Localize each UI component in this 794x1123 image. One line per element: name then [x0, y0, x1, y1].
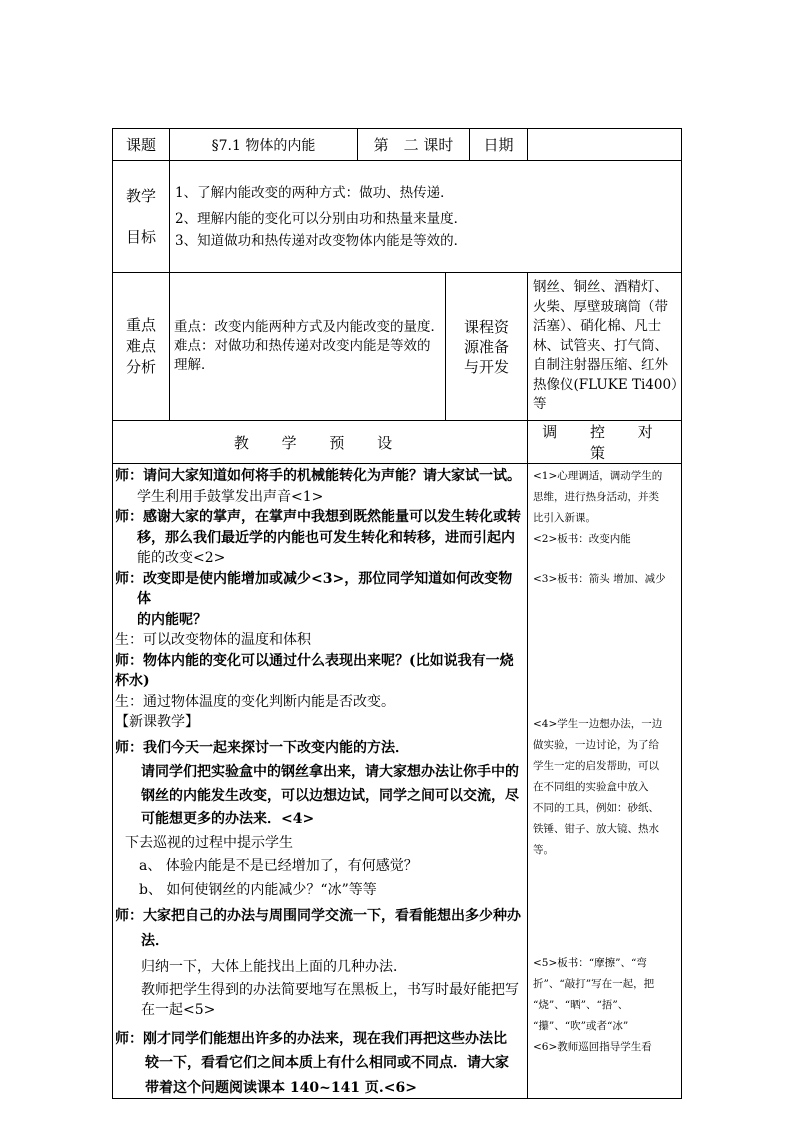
focus-label-line: 难点 — [125, 337, 156, 355]
plan-line: 师：我们今天一起来探讨一下改变内能的方法． — [115, 739, 409, 756]
plan-line: 师：刚才同学们能想出许多的办法来，现在我们再把这些办法比 — [115, 1030, 507, 1047]
main-section-header: 教 学 预 设 — [113, 421, 528, 464]
note-line: 不同的工具，例如：砂纸、 — [533, 802, 659, 814]
focus-row — [113, 273, 682, 421]
plan-line: 学生利用手鼓掌发出声音<1> — [137, 488, 324, 505]
note-line: 在不同组的实验盒中放入 — [533, 781, 649, 793]
plan-line: 带着这个问题阅读课本 140~141 页.<6> — [145, 1079, 418, 1096]
material-line: 自制注射器压缩、红外 — [533, 357, 668, 374]
focus-content — [170, 273, 446, 421]
plan-line: 师：大家把自己的办法与周围同学交流一下，看看能想出多少种办 — [115, 908, 521, 924]
plan-line: 能的改变<2> — [137, 550, 226, 566]
plan-line: 请同学们把实验盒中的钢丝拿出来，请大家想办法让你手中的 — [141, 764, 519, 780]
resource-label — [446, 273, 528, 421]
plan-line: 教师把学生得到的办法简要地写在黑板上，书写时最好能把写 — [141, 981, 519, 998]
plan-line: 较一下，看看它们之间本质上有什么相同或不同点．请大家 — [145, 1055, 509, 1071]
lesson-number: 第 二 课时 — [358, 129, 470, 161]
note-line: 做实验，一边讨论，为了给 — [533, 739, 659, 751]
plan-line: b、 如何使钢丝的内能减少？“冰”等等 — [139, 881, 377, 898]
plan-line: 法． — [141, 932, 169, 949]
focus-line: 重点：改变内能两种方式及内能改变的量度． — [174, 319, 444, 335]
plan-line: 生：通过物体温度的变化判断内能是否改变。 — [115, 693, 395, 710]
focus-label-line: 分析 — [125, 358, 156, 376]
focus-label — [113, 273, 170, 421]
note-line: <2>板书：改变内能 — [533, 533, 631, 545]
topic-value: §7.1 物体的内能 — [170, 129, 358, 161]
goal-item: 2、理解内能的变化可以分别由功和热量来量度． — [175, 210, 468, 227]
material-line: 活塞）、硝化棉、凡士 — [533, 318, 662, 335]
goals-label-line-1: 教学 — [125, 186, 156, 205]
note-line: <5>板书：“摩擦”、“弯 — [533, 957, 647, 969]
materials-list — [528, 273, 685, 421]
lesson-plan-table — [112, 128, 685, 1099]
teaching-plan-content — [113, 464, 528, 1099]
plan-line: 杯水) — [115, 673, 150, 689]
note-line: <4>学生一边想办法，一边 — [533, 718, 663, 730]
goal-item: 1、了解内能改变的两种方式：做功、热传递． — [175, 184, 454, 201]
plan-line: 归纳一下，大体上能找出上面的几种办法． — [141, 959, 407, 975]
material-line: 热像仪(FLUKE Ti400） — [533, 376, 685, 393]
note-line: “攥”、“吹”或者“冰” — [533, 1020, 629, 1032]
focus-label-line: 重点 — [125, 316, 156, 334]
goals-label-line-2: 目标 — [125, 227, 156, 246]
plan-line: 钢丝的内能发生改变，可以边想边试，同学之间可以交流，尽 — [141, 787, 519, 804]
note-line: <6>教师巡回指导学生看 — [533, 1041, 652, 1053]
material-line: 等 — [533, 396, 547, 413]
date-value — [528, 129, 682, 161]
note-line: 思维，进行热身活动，并类 — [533, 491, 659, 503]
plan-line: 师：请问大家知道如何将手的机械能转化为声能？请大家试一试。 — [115, 468, 521, 484]
plan-line: a、 体验内能是不是已经增加了，有何感觉？ — [139, 858, 418, 874]
side-section-header: 调 控 对 策 — [528, 421, 682, 464]
note-line: 折”、“敲打”写在一起，把 — [533, 978, 655, 990]
resource-label-line: 源准备 — [463, 337, 509, 356]
material-line: 林、试管夹、打气筒、 — [533, 337, 668, 354]
material-line: 火柴、厚壁玻璃筒（带 — [533, 298, 668, 315]
note-line: “烧”、“晒”、“捂”、 — [533, 999, 629, 1011]
note-line: 等。 — [533, 844, 554, 856]
note-line: 比引入新课。 — [533, 512, 596, 524]
note-line: 学生一定的启发帮助，可以 — [533, 760, 659, 772]
plan-line: 下去巡视的过程中提示学生 — [125, 834, 293, 851]
plan-line: 生：可以改变物体的温度和体积 — [115, 632, 311, 648]
goals-content — [170, 161, 682, 273]
topic-label: 课题 — [113, 129, 170, 161]
plan-line: 可能想更多的办法来．<4> — [141, 811, 315, 827]
plan-line: 的内能呢？ — [137, 611, 207, 628]
section-header-row — [113, 421, 682, 464]
plan-line: 【新课教学】 — [115, 714, 199, 730]
focus-line: 理解． — [174, 357, 215, 373]
goal-item: 3、知道做功和热传递对改变物体内能是等效的． — [175, 232, 468, 249]
date-label: 日期 — [470, 129, 528, 161]
resource-label-line: 课程资 — [463, 317, 509, 336]
note-line: <1>心理调适，调动学生的 — [533, 470, 663, 482]
resource-label-line: 与开发 — [463, 357, 509, 376]
plan-line: 师：物体内能的变化可以通过什么表现出来呢？(比如说我有一烧 — [115, 652, 514, 669]
material-line: 钢丝、铜丝、酒精灯、 — [533, 279, 668, 296]
note-line: <3>板书：箭头 增加、减少 — [533, 573, 666, 585]
goals-label — [113, 161, 170, 273]
goals-row — [113, 161, 682, 273]
strategy-notes — [528, 464, 682, 1099]
header-row — [113, 129, 682, 161]
plan-line: 移，那么我们最近学的内能也可发生转化和转移，进而引起内 — [137, 529, 515, 546]
note-line: 铁锤、钳子、放大镜、热水 — [533, 823, 659, 835]
plan-line: 在一起<5> — [141, 1002, 216, 1018]
plan-line: 师：感谢大家的掌声，在掌声中我想到既然能量可以发生转化或转 — [115, 509, 521, 525]
body-row — [113, 464, 682, 1099]
plan-line: 师：改变即是使内能增加或减少<3>，那位同学知道如何改变物体 — [115, 570, 513, 607]
focus-line: 难点：对做功和热传递对改变内能是等效的 — [174, 338, 431, 354]
